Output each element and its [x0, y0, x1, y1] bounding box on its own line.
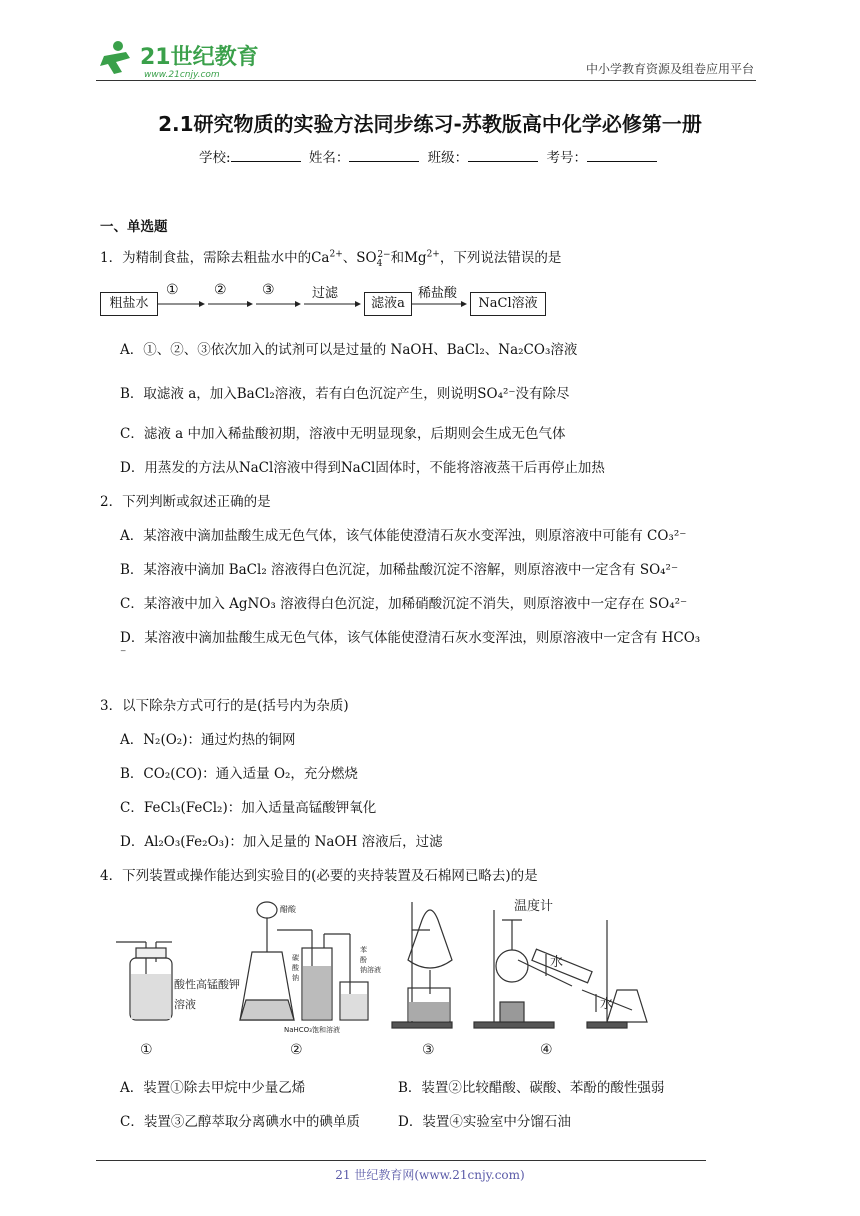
fig2-right-c: 钠溶液 — [360, 966, 381, 974]
fig1-label-b: 溶液 — [174, 998, 196, 1011]
flow-start-box: 粗盐水 — [100, 292, 158, 316]
fig2-solid-a: 碳 — [292, 954, 299, 962]
fig2-bottle-label: NaHCO₃饱和溶液 — [284, 1026, 340, 1034]
flow-acid-label: 稀盐酸 — [418, 286, 458, 301]
logo-text: 21世纪教育 — [140, 45, 259, 70]
logo-url: www.21cnjy.com — [144, 70, 220, 80]
q1-option-c[interactable]: C．滤液 a 中加入稀盐酸初期，溶液中无明显现象，后期则会生成无色气体 — [120, 426, 566, 442]
q2-option-b[interactable]: B．某溶液中滴加 BaCl₂ 溶液得白色沉淀，加稀盐酸沉淀不溶解，则原溶液中一定含有 SO₄²⁻ — [120, 562, 679, 578]
apparatus-drawing — [112, 890, 672, 1060]
flow-filtrate-box: 滤液a — [364, 292, 412, 316]
flow-step-2: ② — [214, 282, 227, 298]
flow-end-box: NaCl溶液 — [470, 292, 546, 316]
q2-option-d-tail: ⁻ — [120, 646, 127, 660]
question-3-stem: 3．以下除杂方式可行的是(括号内为杂质) — [100, 698, 349, 714]
question-2-stem: 2．下列判断或叙述正确的是 — [100, 494, 271, 510]
name-label: 姓名： — [308, 150, 350, 166]
q4-option-b[interactable]: B．装置②比较醋酸、碳酸、苯酚的酸性强弱 — [398, 1080, 665, 1096]
fig4-water-1: 水 — [550, 955, 564, 970]
fig2-right-a: 苯 — [360, 946, 367, 954]
q1-flow-diagram — [100, 280, 538, 320]
name-field[interactable] — [349, 149, 419, 162]
fig4-thermometer-label: 温度计 — [514, 899, 554, 914]
q1-option-b[interactable]: B．取滤液 a，加入BaCl₂溶液，若有白色沉淀产生，则说明SO₄²⁻没有除尽 — [120, 386, 570, 402]
number-label: 考号： — [546, 150, 587, 166]
q2-option-d[interactable]: D．某溶液中滴加盐酸生成无色气体，该气体能使澄清石灰水变浑浊，则原溶液中一定含有 HCO₃ — [120, 630, 701, 646]
section-heading: 一、单选题 — [100, 219, 168, 235]
fig4-water-2: 水 — [600, 997, 614, 1012]
fig2-right-b: 酚 — [360, 956, 367, 964]
fig-label-1: ① — [140, 1042, 153, 1058]
class-field[interactable] — [468, 149, 538, 162]
q2-option-a[interactable]: A．某溶液中滴加盐酸生成无色气体，该气体能使澄清石灰水变浑浊，则原溶液中可能有 CO₃²⁻ — [120, 528, 687, 544]
fig2-solid-c: 钠 — [292, 974, 299, 982]
fig1-label-a: 酸性高锰酸钾 — [174, 978, 240, 991]
fig-label-4: ④ — [540, 1042, 553, 1058]
class-label: 班级： — [427, 150, 469, 166]
q3-option-b[interactable]: B．CO₂(CO)：通入适量 O₂，充分燃烧 — [120, 766, 358, 782]
fig2-acid-label: 醋酸 — [280, 905, 296, 914]
q4-option-a[interactable]: A．装置①除去甲烷中少量乙烯 — [120, 1080, 306, 1096]
number-field[interactable] — [587, 149, 657, 162]
fig-label-2: ② — [290, 1042, 303, 1058]
site-logo — [96, 36, 266, 80]
fig2-solid-b: 酸 — [292, 964, 299, 972]
header-platform-text: 中小学教育资源及组卷应用平台 — [585, 62, 754, 76]
school-label: 学校: — [199, 150, 231, 166]
q1-option-a[interactable]: A．①、②、③依次加入的试剂可以是过量的 NaOH、BaCl₂、Na₂CO₃溶液 — [120, 342, 578, 358]
footer-divider — [96, 1160, 706, 1161]
student-info-line — [0, 146, 860, 166]
q2-option-c[interactable]: C．某溶液中加入 AgNO₃ 溶液得白色沉淀，加稀硝酸沉淀不消失，则原溶液中一定存在 SO₄²⁻ — [120, 596, 688, 612]
flow-step-3: ③ — [262, 282, 275, 298]
q3-option-c[interactable]: C．FeCl₃(FeCl₂)：加入适量高锰酸钾氧化 — [120, 800, 377, 816]
flow-filter-label: 过滤 — [312, 286, 339, 301]
q4-option-d[interactable]: D．装置④实验室中分馏石油 — [398, 1114, 571, 1130]
q4-apparatus-figure — [112, 890, 672, 1060]
q3-option-a[interactable]: A．N₂(O₂)：通过灼热的铜网 — [120, 732, 296, 748]
q3-option-d[interactable]: D．Al₂O₃(Fe₂O₃)：加入足量的 NaOH 溶液后，过滤 — [120, 834, 443, 850]
page-title: 2.1研究物质的实验方法同步练习-苏教版高中化学必修第一册 — [158, 112, 702, 136]
q4-option-c[interactable]: C．装置③乙醇萃取分离碘水中的碘单质 — [120, 1114, 360, 1130]
footer-text[interactable]: 21 世纪教育网(www.21cnjy.com) — [335, 1168, 525, 1182]
question-4-stem: 4．下列装置或操作能达到实验目的(必要的夹持装置及石棉网已略去)的是 — [100, 868, 538, 884]
school-field[interactable] — [231, 149, 301, 162]
fig-label-3: ③ — [422, 1042, 435, 1058]
flow-step-1: ① — [166, 282, 179, 298]
header-divider — [96, 80, 756, 81]
q1-option-d[interactable]: D．用蒸发的方法从NaCl溶液中得到NaCl固体时，不能将溶液蒸干后再停止加热 — [120, 460, 605, 476]
question-1-stem: 1．为精制食盐，需除去粗盐水中的$Ca^{2+}$、$SO_4^{2-}$和$Mg^{2+}$，下列说法错误的是 — [100, 249, 562, 269]
